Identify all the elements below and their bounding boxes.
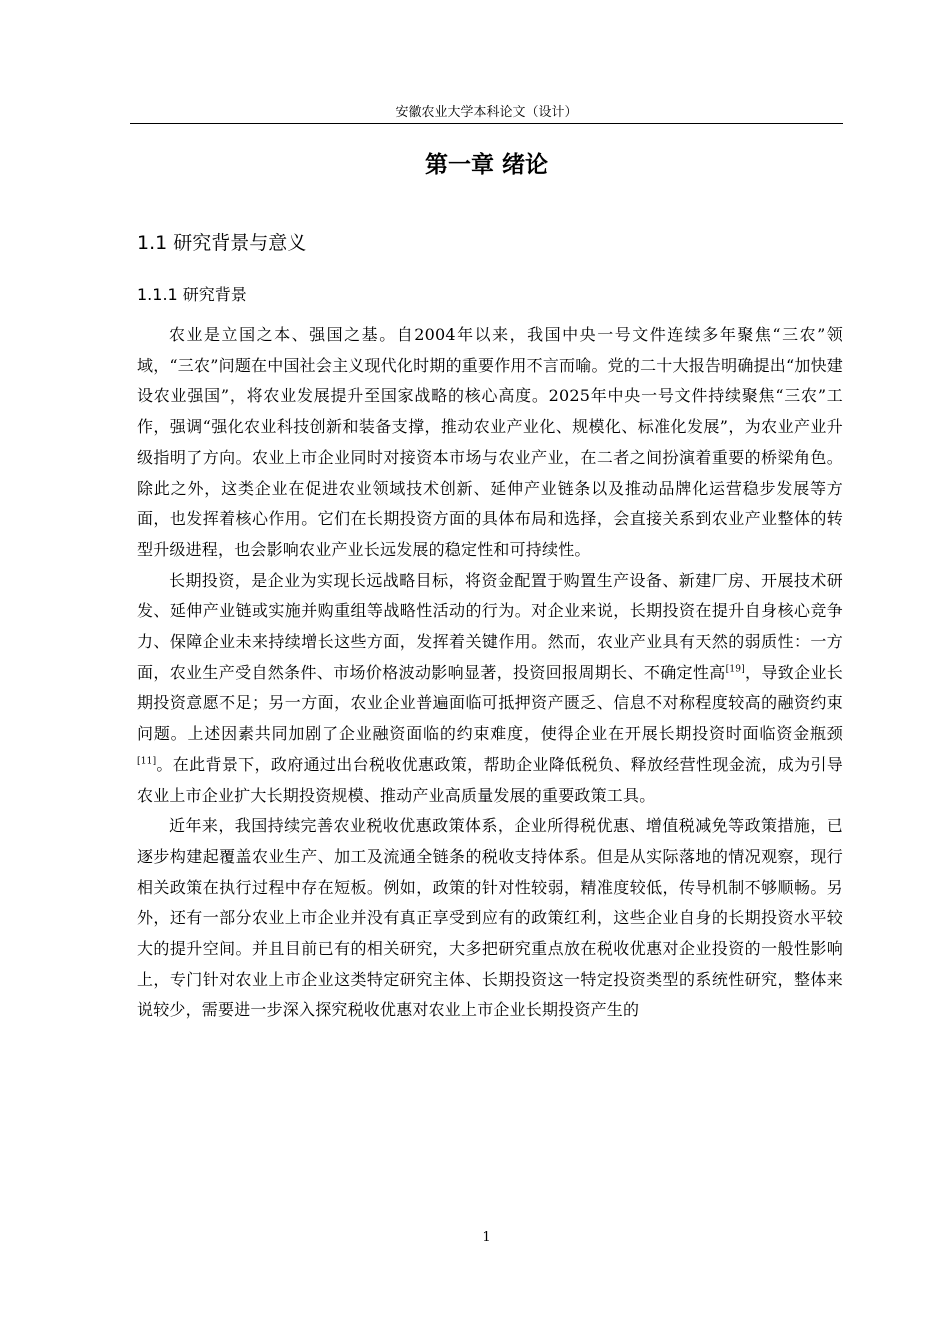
subsection-heading: 1.1.1 研究背景 — [137, 285, 247, 304]
paragraph-2 — [137, 566, 843, 812]
paragraph-1: 农业是立国之本、强国之基。自2004年以来，我国中央一号文件连续多年聚焦“三农”领域，“三农”问题在中国社会主义现代化时期的重要作用不言而喻。党的二十大报告明确提出“加快建设农业强国”，将农业发展提升至国家战略的核心高度。2025年中央一号文件持续聚焦“三农”工作，强调“强化农业科技创新和装备支撑，推动农业产业化、规模化、标准化发展”，为农业产业升级指明了方向。农业上市企业同时对接资本市场与农业产业，在二者之间扮演着重要的桥梁角色。除此之外，这类企业在促进农业领域技术创新、延伸产业链条以及推动品牌化运营稳步发展等方面，也发挥着核心作用。它们在长期投资方面的具体布局和选择，会直接关系到农业产业整体的转型升级进程，也会影响农业产业长远发展的稳定性和可持续性。 — [137, 325, 843, 559]
citation-11: [11] — [137, 756, 157, 767]
paragraph-2-part-1: 长期投资，是企业为实现长远战略目标，将资金配置于购置生产设备、新建厂房、开展技术研发、延伸产业链或实施并购重组等战略性活动的行为。对企业来说，长期投资在提升自身核心竞争力、保障企业未来持续增长这些方面，发挥着关键作用。然而，农业产业具有天然的弱质性：一方面，农业生产受自然条件、市场价格波动影响显著，投资回报周期长、不确定性高 — [137, 570, 843, 682]
header-rule — [130, 123, 843, 124]
citation-19: [19] — [725, 664, 745, 675]
chapter-title: 第一章 绪论 — [424, 152, 548, 178]
running-header: 安徽农业大学本科论文（设计） — [395, 105, 578, 120]
section-heading: 1.1 研究背景与意义 — [137, 232, 307, 254]
body-text — [137, 320, 843, 1026]
paragraph-2-part-3: 。在此背景下，政府通过出台税收优惠政策，帮助企业降低税负、释放经营性现金流，成为引导农业上市企业扩大长期投资规模、推动产业高质量发展的重要政策工具。 — [137, 754, 843, 805]
paragraph-2-part-2: ，导致企业长期投资意愿不足；另一方面，农业企业普遍面临可抵押资产匮乏、信息不对称程度较高的融资约束问题。上述因素共同加剧了企业融资面临的约束难度，使得企业在开展长期投资时面临资金瓶颈 — [137, 662, 844, 744]
page-number: 1 — [482, 1230, 491, 1245]
paragraph-3: 近年来，我国持续完善农业税收优惠政策体系，企业所得税优惠、增值税减免等政策措施，已逐步构建起覆盖农业生产、加工及流通全链条的税收支持体系。但是从实际落地的情况观察，现行相关政策在执行过程中存在短板。例如，政策的针对性较弱，精准度较低，传导机制不够顺畅。另外，还有一部分农业上市企业并没有真正享受到应有的政策红利，这些企业自身的长期投资水平较大的提升空间。并且目前已有的相关研究，大多把研究重点放在税收优惠对企业投资的一般性影响上，专门针对农业上市企业这类特定研究主体、长期投资这一特定投资类型的系统性研究，整体来说较少，需要进一步深入探究税收优惠对农业上市企业长期投资产生的 — [137, 816, 843, 1020]
